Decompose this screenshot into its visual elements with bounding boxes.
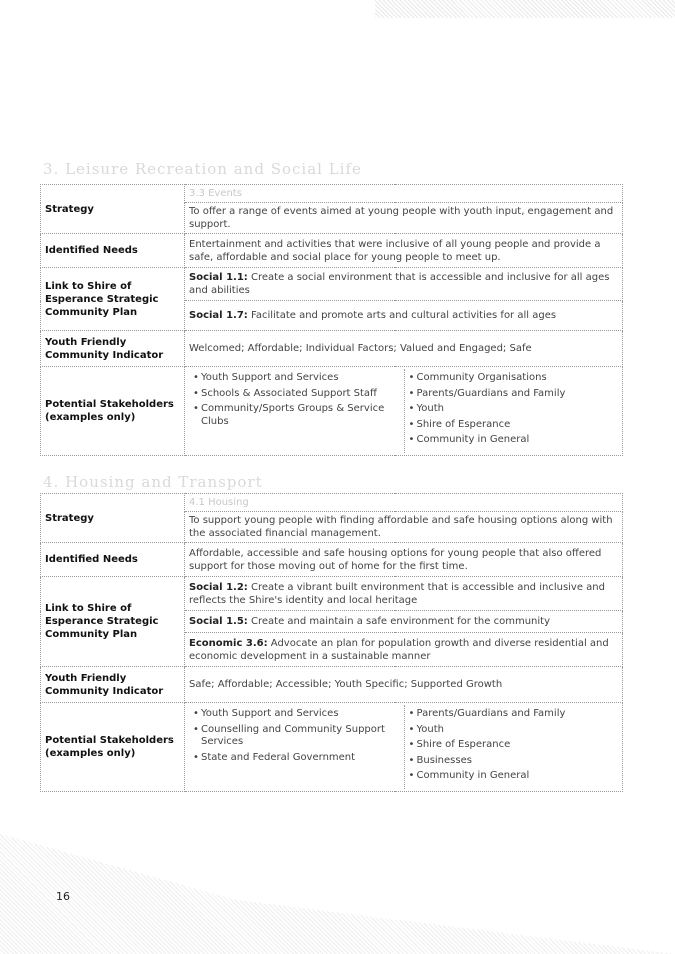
table-row [41, 703, 623, 792]
list-item: • Community in General [409, 434, 615, 447]
section-title-leisure: 3. Leisure Recreation and Social Life [43, 160, 362, 178]
community-indicator-label: Youth Friendly Community Indicator [41, 667, 185, 703]
list-item: • State and Federal Government [193, 752, 400, 765]
plan-link-text: Advocate an plan for population growth and diverse residential and economic development in a sustainable manner [189, 637, 609, 662]
list-item: • Youth [409, 724, 615, 737]
identified-needs-text: Affordable, accessible and safe housing options for young people that also offered support for those moving out of home for the first time. [185, 543, 623, 577]
table-row [41, 494, 623, 512]
identified-needs-label: Identified Needs [41, 234, 185, 268]
list-item: • Youth [409, 403, 615, 416]
leisure-events-table [40, 184, 623, 456]
plan-link-item [185, 301, 623, 331]
identified-needs-text: Entertainment and activities that were inclusive of all young people and provide a safe, affordable and social place for young people to meet up. [185, 234, 623, 268]
list-item: • Counselling and Community Support Services [193, 724, 400, 749]
list-item: • Parents/Guardians and Family [409, 708, 615, 721]
table-row [41, 268, 623, 301]
table-row [41, 185, 623, 203]
table-row [41, 331, 623, 367]
table-row [41, 577, 623, 611]
stakeholders-cell [185, 703, 623, 792]
list-item: • Schools & Associated Support Staff [193, 388, 400, 401]
stakeholders-list-right [404, 369, 619, 453]
plan-link-text: Create a social environment that is accessible and inclusive for all ages and abilities [189, 272, 610, 296]
stakeholders-cell [185, 367, 623, 456]
plan-link-text: Create a vibrant built environment that is accessible and inclusive and reflects the Shire's identity and local heritage [189, 581, 605, 606]
list-item: • Shire of Esperance [409, 419, 615, 432]
corner-texture-top [375, 0, 675, 18]
strategy-label: Strategy [41, 185, 185, 234]
plan-link-item [185, 268, 623, 301]
stakeholders-list-right [404, 705, 619, 789]
table-row [41, 234, 623, 268]
stakeholders-label: Potential Stakeholders (examples only) [41, 703, 185, 792]
community-indicator-text: Welcomed; Affordable; Individual Factors; Valued and Engaged; Safe [185, 331, 623, 367]
strategy-text: To offer a range of events aimed at young people with youth input, engagement and support. [185, 203, 623, 234]
list-item: • Community in General [409, 770, 615, 783]
subsection-heading: 3.3 Events [185, 185, 623, 203]
list-item: • Shire of Esperance [409, 739, 615, 752]
plan-link-code: Social 1.2: [189, 581, 248, 593]
plan-link-text: Create and maintain a safe environment for the community [247, 616, 550, 627]
list-item: • Community/Sports Groups & Service Clubs [193, 403, 400, 428]
list-item: • Businesses [409, 755, 615, 768]
list-item: • Parents/Guardians and Family [409, 388, 615, 401]
plan-link-code: Social 1.7: [189, 310, 248, 321]
plan-link-code: Social 1.1: [189, 272, 248, 283]
plan-link-item [185, 611, 623, 633]
strategy-label: Strategy [41, 494, 185, 543]
plan-link-code: Social 1.5: [189, 616, 248, 627]
list-item: • Youth Support and Services [193, 372, 400, 385]
stakeholders-list-left [189, 705, 404, 789]
community-indicator-label: Youth Friendly Community Indicator [41, 331, 185, 367]
list-item: • Youth Support and Services [193, 708, 400, 721]
list-item: • Community Organisations [409, 372, 615, 385]
identified-needs-label: Identified Needs [41, 543, 185, 577]
plan-link-item [185, 577, 623, 611]
strategy-text: To support young people with finding affordable and safe housing options along with the associated financial management. [185, 512, 623, 543]
corner-texture-bottom [0, 834, 675, 954]
stakeholders-label: Potential Stakeholders (examples only) [41, 367, 185, 456]
link-plan-label: Link to Shire of Esperance Strategic Community Plan [41, 268, 185, 331]
link-plan-label: Link to Shire of Esperance Strategic Community Plan [41, 577, 185, 667]
page-number: 16 [56, 890, 70, 903]
plan-link-text: Facilitate and promote arts and cultural activities for all ages [247, 310, 557, 321]
section-title-housing: 4. Housing and Transport [43, 473, 263, 491]
subsection-heading: 4.1 Housing [185, 494, 623, 512]
stakeholders-list-left [189, 369, 404, 453]
table-row [41, 667, 623, 703]
housing-table [40, 493, 623, 792]
plan-link-item [185, 633, 623, 667]
plan-link-code: Economic 3.6: [189, 637, 268, 649]
community-indicator-text: Safe; Affordable; Accessible; Youth Specific; Supported Growth [185, 667, 623, 703]
table-row [41, 367, 623, 456]
table-row [41, 543, 623, 577]
